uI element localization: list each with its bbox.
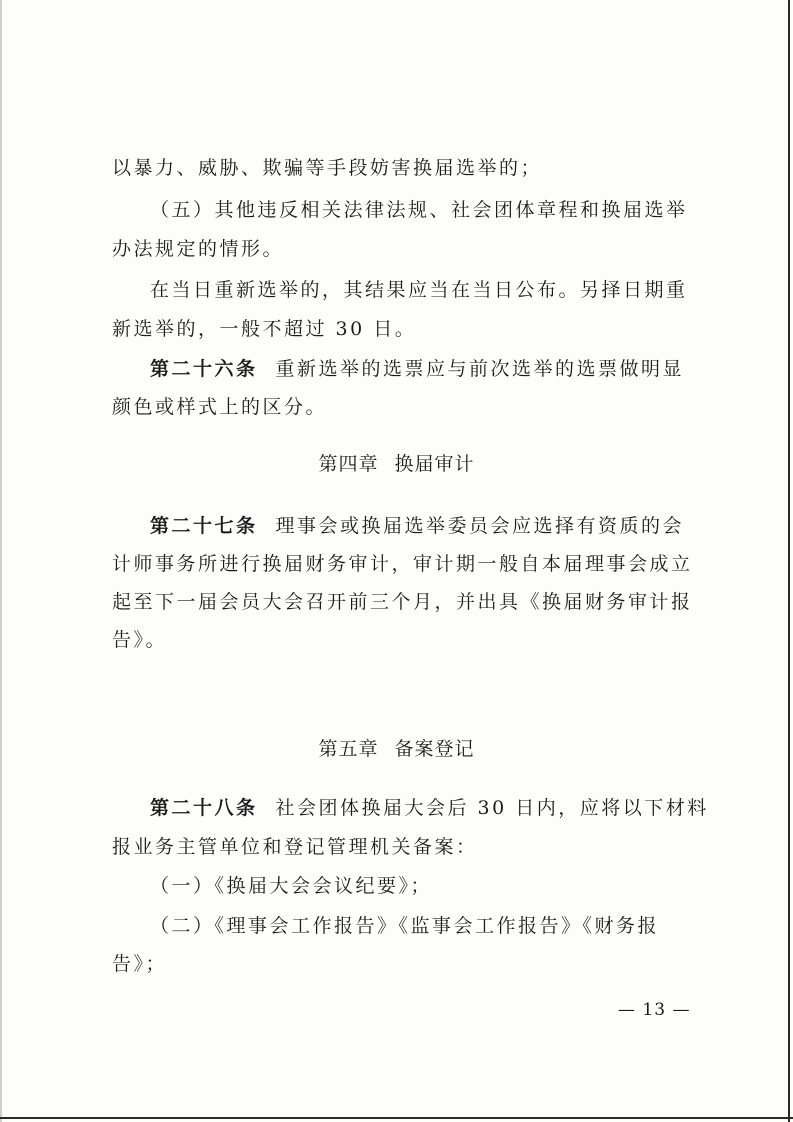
page-edge-right xyxy=(788,0,790,1122)
text-line: （一）《换届大会会议纪要》； xyxy=(150,875,433,897)
chapter-5-number: 第五章 xyxy=(318,738,379,760)
article-28-text: 社会团体换届大会后 30 日内，应将以下材料 xyxy=(275,797,709,819)
article-26-paragraph xyxy=(150,355,692,383)
text-line: 起至下一届会员大会召开前三个月，并出具《换届财务审计报 xyxy=(112,591,693,613)
page-edge-bottom xyxy=(0,1117,793,1119)
text-line: 办法规定的情形。 xyxy=(112,238,285,260)
chapter-5-title: 备案登记 xyxy=(394,738,475,760)
chapter-4-title: 换届审计 xyxy=(394,453,475,475)
article-27-paragraph xyxy=(150,512,692,540)
text-line: 报业务主管单位和登记管理机关备案： xyxy=(112,836,478,858)
page-edge-left xyxy=(0,0,2,1122)
chapter-5-heading xyxy=(0,735,793,763)
article-27-number: 第二十七条 xyxy=(150,515,258,537)
text-line: （五）其他违反相关法律法规、社会团体章程和换届选举 xyxy=(150,199,688,221)
article-26-number: 第二十六条 xyxy=(150,358,258,380)
text-line: 告》； xyxy=(112,953,168,975)
text-line: 计师事务所进行换届财务审计，审计期一般自本届理事会成立 xyxy=(112,553,693,575)
article-27-text: 理事会或换届选举委员会应选择有资质的会 xyxy=(275,515,685,537)
article-26-text: 重新选举的选票应与前次选举的选票做明显 xyxy=(275,358,685,380)
chapter-4-heading xyxy=(0,450,793,478)
text-line: 新选举的，一般不超过 30 日。 xyxy=(112,318,417,340)
chapter-4-number: 第四章 xyxy=(318,453,379,475)
text-line: 告》。 xyxy=(112,629,168,651)
page-number: — 13 — xyxy=(618,1000,691,1020)
article-28-paragraph xyxy=(150,794,709,822)
text-line: （二）《理事会工作报告》《监事会工作报告》《财务报 xyxy=(150,915,660,937)
text-line: 在当日重新选举的，其结果应当在当日公布。另择日期重 xyxy=(150,279,688,301)
text-line: 颜色或样式上的区分。 xyxy=(112,396,328,418)
article-28-number: 第二十八条 xyxy=(150,797,258,819)
text-line: 以暴力、威胁、欺骗等手段妨害换届选举的； xyxy=(112,157,543,179)
